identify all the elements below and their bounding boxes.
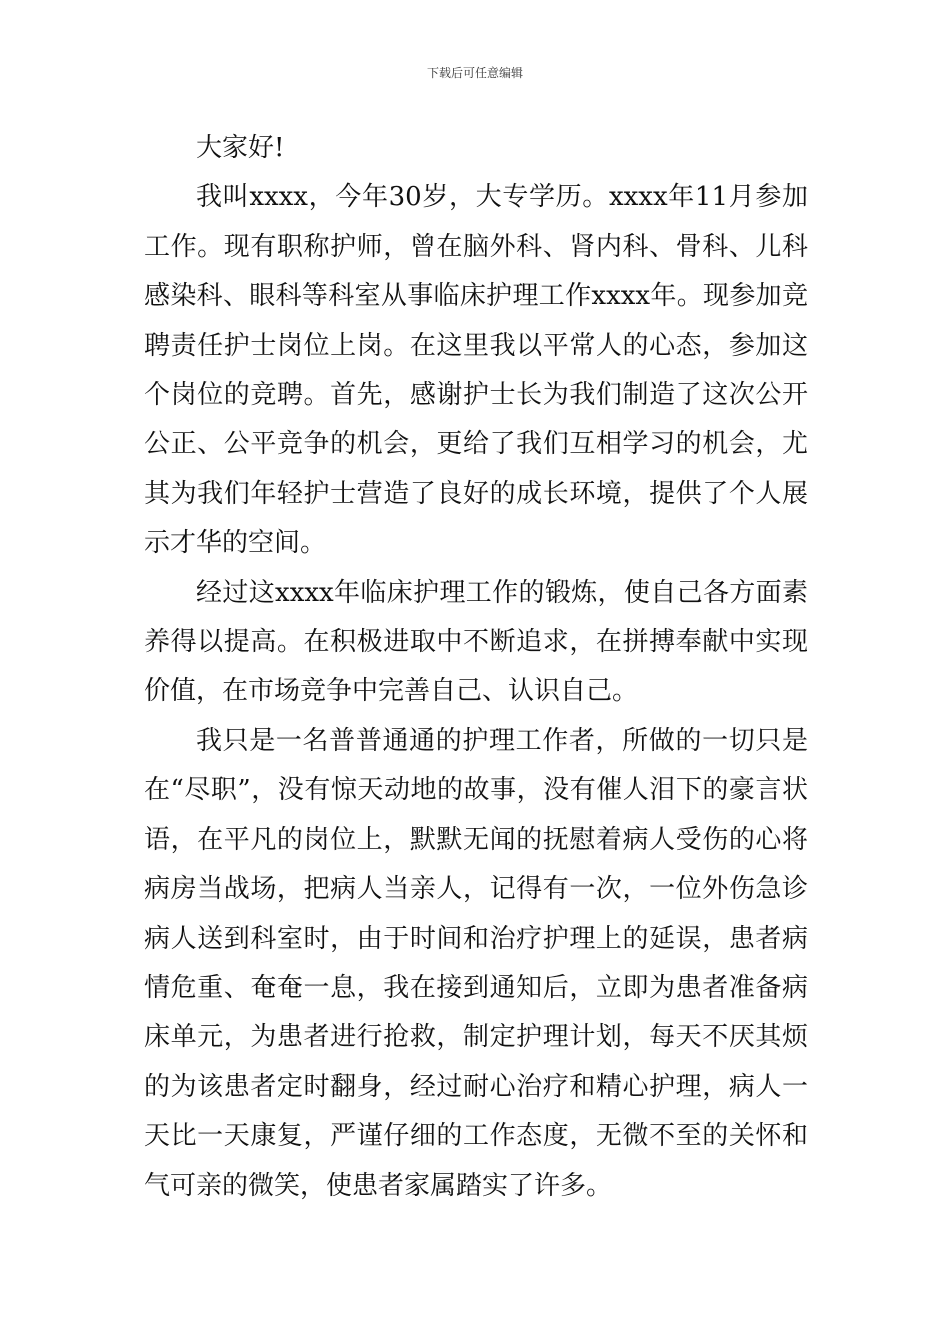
paragraph-3: 我只是一名普普通通的护理工作者，所做的一切只是在“尽职”，没有惊天动地的故事，没有催人泪下的豪言状语，在平凡的岗位上，默默无闻的抚慰着病人受伤的心将病房当战场，把病人当亲人，记得有一次，一位外伤急诊病人送到科室时，由于时间和治疗护理上的延误，患者病情危重、奄奄一息，我在接到通知后，立即为患者准备病床单元，为患者进行抢救，制定护理计划，每天不厌其烦的为该患者定时翻身，经过耐心治疗和精心护理，病人一天比一天康复，严谨仔细的工作态度，无微不至的关怀和气可亲的微笑，使患者家属踏实了许多。 [144, 725, 808, 1201]
greeting-line: 大家好! [196, 133, 285, 163]
paragraph-2: 经过这xxxx年临床护理工作的锻炼，使自己各方面素养得以提高。在积极进取中不断追求，在拼搏奉献中实现价值，在市场竞争中完善自己、认识自己。 [144, 577, 808, 707]
document-body [144, 124, 808, 1211]
page-header-note: 下载后可任意编辑 [426, 66, 523, 80]
paragraph-1: 我叫xxxx，今年30岁，大专学历。xxxx年11月参加工作。现有职称护师，曾在脑外科、肾内科、骨科、儿科感染科、眼科等科室从事临床护理工作xxxx年。现参加竞聘责任护士岗位上岗。在这里我以平常人的心态，参加这个岗位的竞聘。首先，感谢护士长为我们制造了这次公开公正、公平竞争的机会，更给了我们互相学习的机会，尤其为我们年轻护士营造了良好的成长环境，提供了个人展示才华的空间。 [144, 182, 808, 559]
